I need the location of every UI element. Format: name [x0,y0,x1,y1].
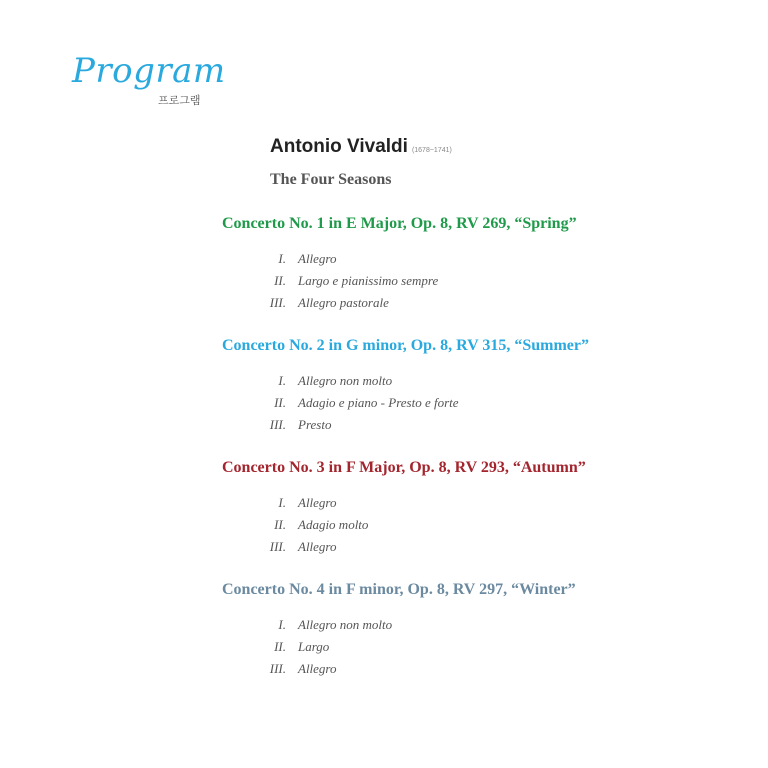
movement-item [222,270,577,292]
concerto-block-1 [222,214,577,314]
movement-list-2 [222,370,589,436]
movement-item [222,614,576,636]
movement-list-3 [222,492,586,558]
movement-name: Allegro [298,661,337,676]
movement-name: Allegro [298,539,337,554]
movement-number: I. [278,617,286,632]
movement-item [222,636,576,658]
movement-list-1 [222,248,577,314]
movement-list-4 [222,614,576,680]
program-title: Program [72,51,226,91]
concerto-block-2 [222,336,589,436]
program-subtitle: 프로그램 [158,94,201,107]
movement-item [222,370,589,392]
movement-number: II. [274,273,286,288]
concerto-title-2: Concerto No. 2 in G minor, Op. 8, RV 315, “Summer” [222,337,589,354]
composer-dates: (1678~1741) [411,147,452,154]
movement-name: Allegro non molto [298,373,393,388]
movement-number: II. [274,517,286,532]
composer-name: Antonio Vivaldi [270,136,408,157]
movement-name: Presto [298,417,332,432]
movement-name: Adagio e piano - Presto e forte [298,395,459,410]
composer-heading [270,136,452,158]
movement-item [222,392,589,414]
movement-item [222,248,577,270]
movement-item [222,514,586,536]
movement-number: I. [278,373,286,388]
movement-item [222,292,577,314]
concerto-block-3 [222,458,586,558]
movement-item [222,536,586,558]
movement-name: Allegro [298,251,337,266]
concerto-block-4 [222,580,576,680]
movement-number: III. [269,295,286,310]
work-title: The Four Seasons [270,171,392,188]
movement-number: II. [274,395,286,410]
program-header [72,51,226,107]
movement-number: III. [269,417,286,432]
concerto-title-1: Concerto No. 1 in E Major, Op. 8, RV 269, “Spring” [222,215,577,232]
movement-number: I. [278,495,286,510]
movement-name: Largo e pianissimo sempre [298,273,439,288]
movement-number: I. [278,251,286,266]
concerto-title-3: Concerto No. 3 in F Major, Op. 8, RV 293, “Autumn” [222,459,586,476]
concerto-title-4: Concerto No. 4 in F minor, Op. 8, RV 297, “Winter” [222,581,576,598]
movement-number: III. [269,661,286,676]
movement-name: Adagio molto [298,517,369,532]
movement-item [222,414,589,436]
movement-number: II. [274,639,286,654]
movement-name: Largo [298,639,330,654]
movement-item [222,492,586,514]
movement-name: Allegro pastorale [298,295,389,310]
movement-item [222,658,576,680]
movement-name: Allegro [298,495,337,510]
movement-name: Allegro non molto [298,617,393,632]
movement-number: III. [269,539,286,554]
